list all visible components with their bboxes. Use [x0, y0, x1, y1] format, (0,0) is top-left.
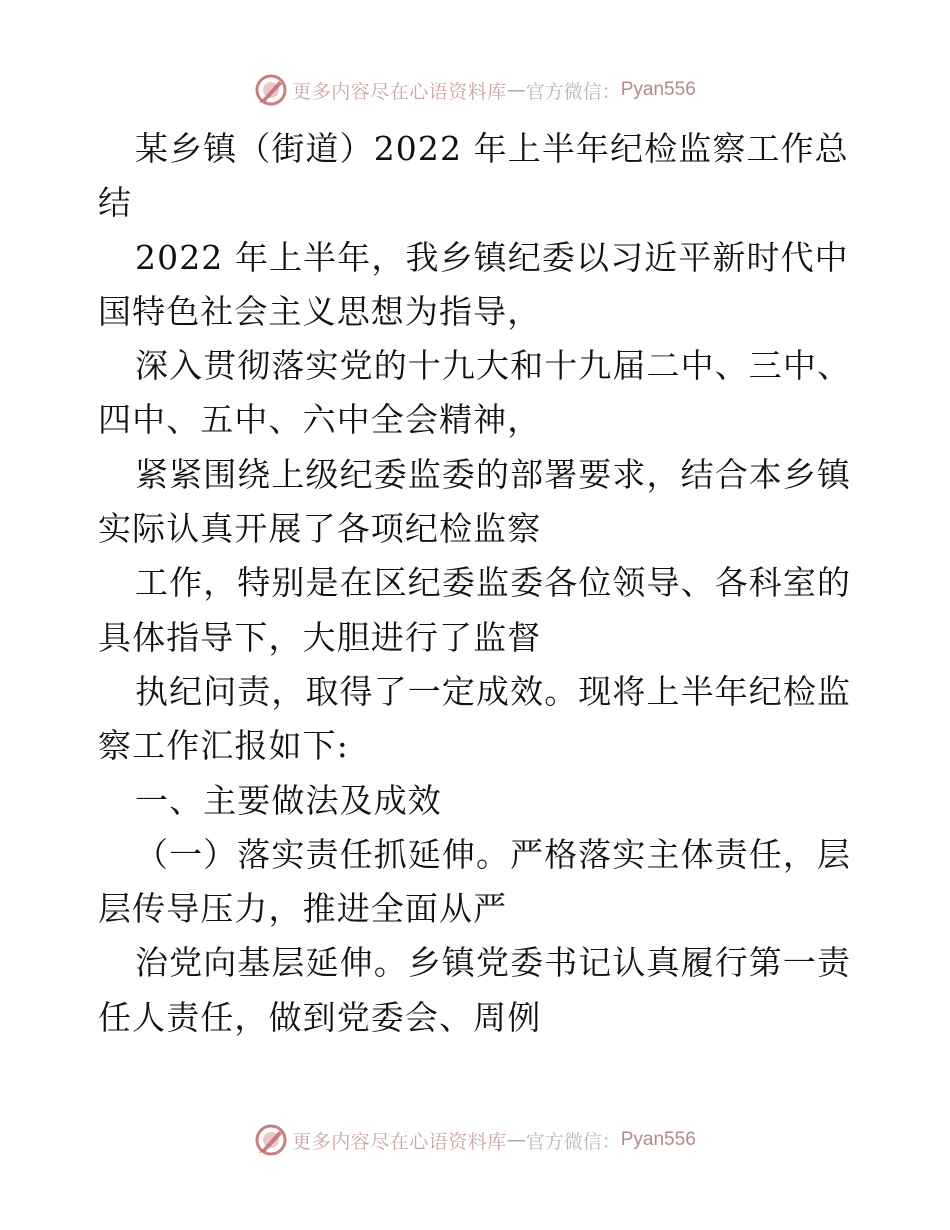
text-line: 治党向基层延伸。乡镇党委书记认真履行第一责	[135, 943, 852, 983]
text-line: 具体指导下，大胆进行了监督	[98, 617, 542, 657]
pen-logo-icon	[254, 73, 288, 107]
text-line: 2022 年上半年，我乡镇纪委以习近平新时代中	[135, 237, 849, 277]
text-line: 某乡镇（街道）2022 年上半年纪检监察工作总	[135, 129, 849, 168]
watermark-official-label: 官方微信：	[525, 1130, 621, 1153]
watermark-dash: —	[506, 79, 526, 101]
text-line: 实际认真开展了各项纪检监察	[98, 509, 542, 549]
document-body	[98, 122, 858, 1045]
text-line: 深入贯彻落实党的十九大和十九届二中、三中、	[135, 346, 852, 386]
text-line: 工作，特别是在区纪委监委各位领导、各科室的	[135, 563, 852, 603]
text-line: 四中、五中、六中全会精神，	[98, 400, 542, 440]
watermark-official-label: 官方微信：	[525, 80, 621, 103]
text-line: 结	[98, 183, 133, 223]
text-line: 执纪问责，取得了一定成效。现将上半年纪检监	[135, 671, 852, 711]
pen-logo-icon	[254, 1123, 288, 1157]
watermark-brand: 更多内容尽在心语资料库	[292, 1130, 507, 1153]
watermark-account-id: Pyan556	[620, 79, 696, 100]
footer-watermark	[0, 1122, 950, 1158]
text-line: 任人责任，做到党委会、周例	[98, 997, 542, 1037]
text-line: 一、主要做法及成效	[135, 780, 442, 820]
text-line: 紧紧围绕上级纪委监委的部署要求，结合本乡镇	[135, 454, 852, 494]
text-line: 国特色社会主义思想为指导，	[98, 291, 542, 331]
watermark-account-id: Pyan556	[620, 1129, 696, 1150]
header-watermark	[0, 72, 950, 108]
text-line: 察工作汇报如下:	[98, 726, 349, 766]
text-line: （一）落实责任抓延伸。严格落实主体责任，层	[135, 834, 852, 874]
text-line: 层传导压力，推进全面从严	[98, 889, 508, 929]
watermark-brand: 更多内容尽在心语资料库	[292, 80, 507, 103]
watermark-dash: —	[506, 1129, 526, 1151]
